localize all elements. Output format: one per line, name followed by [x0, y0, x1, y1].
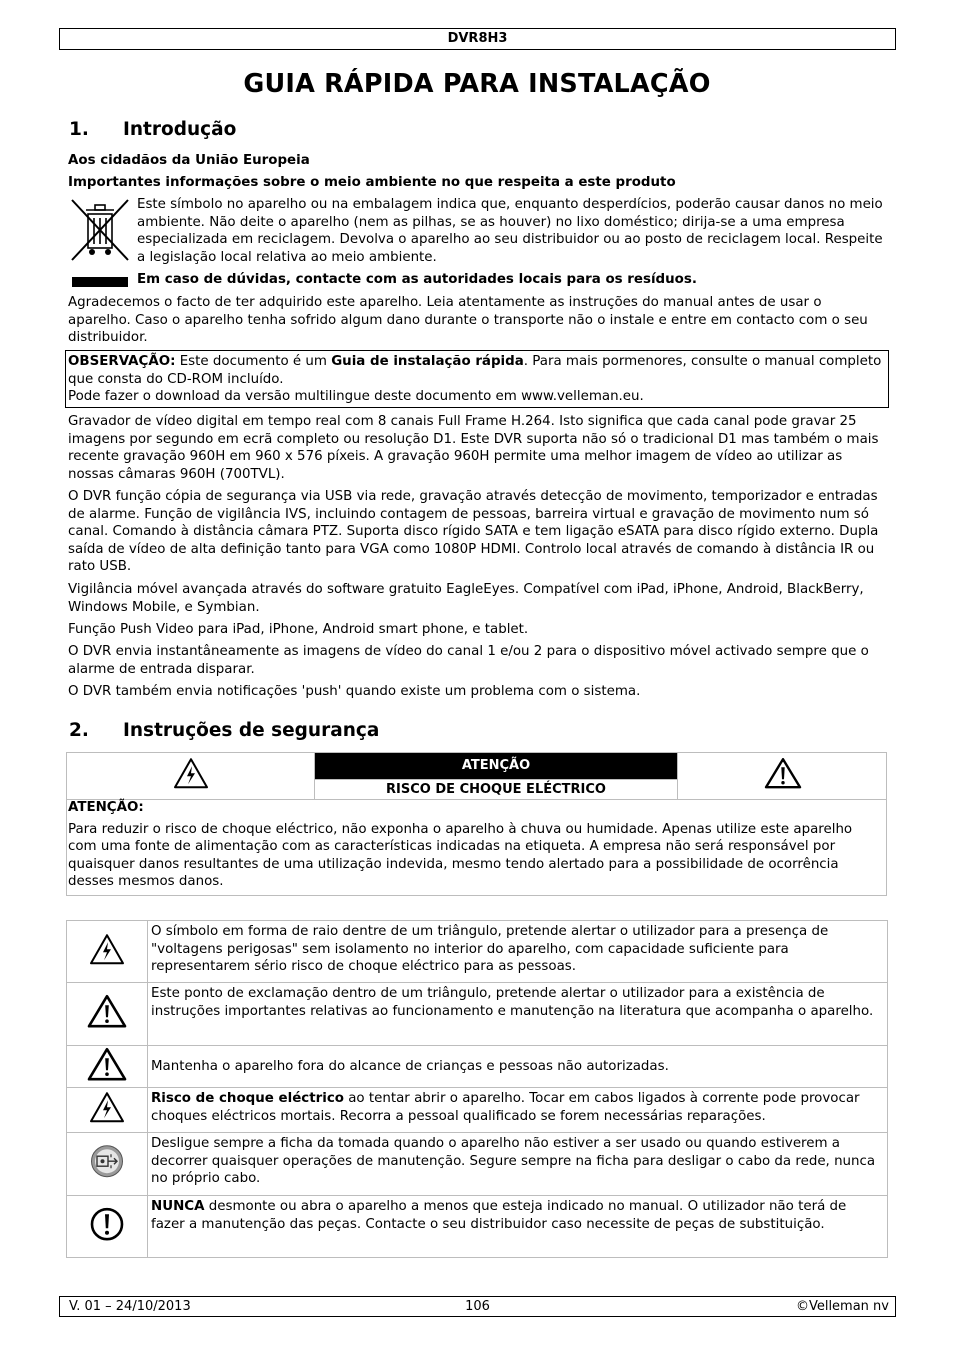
paragraph-6: O DVR também envia notificações 'push' quando existe um problema com o sistema.: [68, 684, 641, 699]
weee-bar: [72, 277, 128, 287]
document-header: [59, 28, 896, 50]
symbol-text: ao tentar abrir o aparelho. Tocar em cabos ligados à corrente pode provocar choques eléctricos mortais. Recorra a pessoal qualificado se forem necessárias reparações.: [151, 1091, 860, 1124]
symbol-text: Mantenha o aparelho fora do alcance de crianças e pessoas não autorizadas.: [151, 1058, 669, 1074]
note-text-c: . Para mais pormenores, consulte o manual completo que consta do CD-ROM incluído.: [68, 354, 882, 387]
warning-table: [66, 752, 887, 896]
warning-right-cell: [677, 753, 887, 799]
paragraph-5: O DVR envia instantâneamente as imagens de vídeo do canal 1 e/ou 2 para o dispositivo móvel activado sempre que o alarme de entrada disparar.: [68, 644, 869, 677]
paragraph-3: Vigilância móvel avançada através do software gratuito EagleEyes. Compatível com iPad, iPhone, Android, BlackBerry, Windows Mobile, e Symbian.: [68, 582, 864, 615]
section-1-heading: [69, 118, 236, 142]
footer-version: V. 01 – 24/10/2013: [69, 1299, 191, 1314]
exclamation-circle-icon: [90, 1207, 124, 1247]
warning-subheader: RISCO DE CHOQUE ELÉCTRICO: [315, 779, 677, 800]
symbol-text: O símbolo em forma de raio dentre de um triângulo, pretende alertar o utilizador para a presença de "voltagens perigosas" sem isolamento no interior do aparelho, com capacidade suficiente para representarem sério risco de choque eléctrico para as pessoas.: [151, 924, 829, 975]
table-row: [67, 1196, 888, 1258]
symbol-bold: Risco de choque eléctrico: [151, 1091, 344, 1106]
note-bold: Guia de instalação rápida: [331, 354, 524, 369]
paragraph-2: O DVR função cópia de segurança via USB via rede, gravação através detecção de movimento, temporizador e entradas de alarme. Função de vigilância IVS, incluindo contagem de pessoas, barreira virtual e gravação de movimento num só canal. Comando à distância câmara PTZ. Suporta disco rígido SATA e tem ligação eSATA para disco rígido externo. Dupla saída de vídeo de alta definição tanto para VGA como 1080P HDMI. Controlo local através de comando à distância IR ou rato USB.: [68, 489, 879, 575]
footer-page-number: 106: [465, 1299, 490, 1314]
lightning-triangle-icon: [173, 757, 209, 795]
symbol-text: Desligue sempre a ficha da tomada quando o aparelho não estiver a ser usado ou quando estiverem a decorrer quaisquer operações de manutenção. Segure sempre na ficha para desligar o cabo da rede, nunca no próprio cabo.: [151, 1136, 876, 1187]
section-1-number: 1.: [69, 119, 89, 140]
eu-heading: Aos cidadãos da União Europeia: [68, 153, 310, 168]
exclamation-triangle-icon: [87, 994, 127, 1034]
unplug-icon: [90, 1144, 124, 1184]
symbol-text: Este ponto de exclamação dentro de um triângulo, pretende alertar o utilizador para a existência de instruções importantes relativas ao funcionamento e manutenção na literatura que acompanha o aparelho.: [151, 986, 874, 1019]
symbol-bold: NUNCA: [151, 1199, 205, 1214]
safety-symbols-table: [66, 920, 888, 1258]
weee-bold-text: Em caso de dúvidas, contacte com as autoridades locais para os resíduos.: [137, 272, 697, 287]
table-row: [67, 1133, 888, 1196]
thanks-paragraph: Agradecemos o facto de ter adquirido este aparelho. Leia atentamente as instruções do manual antes de usar o aparelho. Caso o aparelho tenha sofrido algum dano durante o transporte não o instale e entre em contacto com o seu distribuidor.: [68, 295, 868, 346]
footer-company: ©Velleman nv: [795, 1299, 889, 1314]
table-row: [67, 1088, 888, 1133]
section-2-title: Instruções de segurança: [123, 720, 380, 741]
lightning-triangle-icon: [89, 933, 125, 971]
warning-text: Para reduzir o risco de choque eléctrico, não exponha o aparelho à chuva ou humidade. Apenas utilize este aparelho com uma fonte de alimentação com as características indicadas na etiqueta. A empresa não será responsável por quaisquer danos resultantes de uma utilização indevida, mesmo tendo alertado para a possibilidade de ocorrência desses mesmos danos.: [68, 821, 853, 890]
warning-header: ATENÇÃO: [315, 753, 677, 779]
weee-text: Este símbolo no aparelho ou na embalagem indica que, enquanto desperdícios, poderão causar danos no meio ambiente. Não deite o aparelho (nem as pilhas, se as houver) no lixo doméstico; dirija-se a uma empresa especializada em reciclagem. Devolva o aparelho ao seu distribuidor ou ao posto de reciclagem local. Respeite a legislação local relativa ao meio ambiente.: [137, 197, 883, 265]
environment-heading: Importantes informações sobre o meio ambiente no que respeita a este produto: [68, 175, 676, 190]
note-label: OBSERVAÇÃO:: [68, 354, 176, 369]
lightning-triangle-icon: [89, 1091, 125, 1129]
note-box: [65, 350, 889, 408]
exclamation-triangle-icon: [87, 1047, 127, 1087]
section-1-title: Introdução: [123, 119, 237, 140]
section-2-number: 2.: [69, 720, 89, 741]
warning-left-cell: [67, 753, 315, 799]
symbol-text: desmonte ou abra o aparelho a menos que esteja indicado no manual. O utilizador não terá de fazer a manutenção das peças. Contacte o seu distribuidor caso necessite de peças de substituição.: [151, 1199, 847, 1232]
crossed-bin-icon: [68, 196, 132, 264]
warning-label: ATENÇÃO:: [68, 800, 144, 815]
table-row: [67, 921, 888, 983]
warning-title-cell: [315, 753, 677, 799]
exclamation-triangle-icon: [764, 757, 802, 795]
table-row: [67, 1046, 888, 1088]
table-row: [67, 983, 888, 1046]
note-line-2: Pode fazer o download da versão multilingue deste documento em www.velleman.eu.: [68, 389, 644, 405]
model-name: DVR8H3: [447, 31, 508, 46]
document-footer: [59, 1296, 896, 1317]
warning-body: [68, 800, 880, 891]
page-title: GUIA RÁPIDA PARA INSTALAÇÃO: [243, 69, 711, 99]
paragraph-4: Função Push Video para iPad, iPhone, Android smart phone, e tablet.: [68, 622, 529, 637]
paragraph-1: Gravador de vídeo digital em tempo real com 8 canais Full Frame H.264. Isto significa que cada canal pode gravar 25 imagens por segundo em ecrã completo ou resolução D1. Este DVR suporta não só o tradicional D1 mas também o mais recente gravação 960H em 960 x 576 píxeis. A gravação 960H permite uma melhor imagem de vídeo ao utilizar as nossas câmaras 960H (700TVL).: [68, 414, 879, 482]
note-text-a: Este documento é um: [175, 354, 332, 369]
section-2-heading: [69, 719, 379, 743]
